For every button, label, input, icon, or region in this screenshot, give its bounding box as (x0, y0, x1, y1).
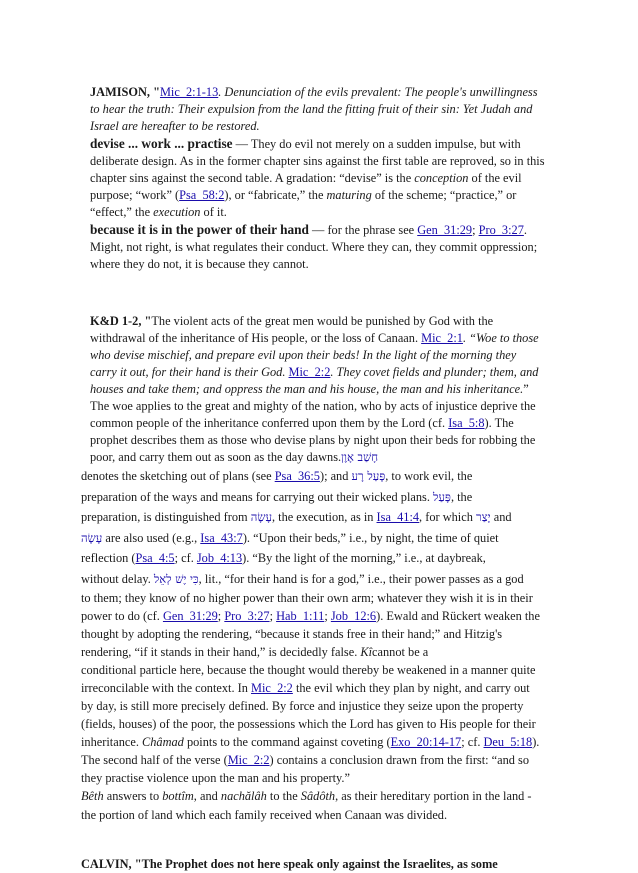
text-italic: execution (153, 205, 201, 219)
text-italic: bottîm (162, 789, 194, 803)
text: ; (472, 223, 479, 237)
text: preparation, is distinguished from (81, 510, 251, 524)
text: , lit., “for their hand is for a god,” i.e., their power passes as a god (198, 571, 524, 586)
ref-job-12-6[interactable]: Job_12:6 (330, 609, 377, 623)
text: , the (450, 489, 473, 504)
ref-gen-31-29[interactable]: Gen_31:29 (417, 223, 473, 237)
text: of it. (200, 205, 227, 219)
ref-exo-20-14-17[interactable]: Exo_20:14-17 (390, 735, 462, 749)
text: ). “By the light of the morning,” i.e., at daybreak, (242, 551, 486, 565)
devise-lead: devise ... work ... practise (90, 136, 233, 151)
jamison-heading: JAMISON, " (90, 85, 160, 99)
hebrew-text: עָשָׂה (250, 510, 272, 524)
text: the evil which they plan by night, and carry out by day, is still more precisely defined. By force and injustice they seize upon the property (fields, houses) of the poor, the possessions which the Lord has given to His people for their inheritance. (81, 681, 536, 749)
ref-psa-58-2[interactable]: Psa_58:2 (179, 188, 225, 202)
ref-mic-2-2-c[interactable]: Mic_2:2 (227, 753, 270, 767)
text: without delay. (81, 571, 154, 586)
text: , and (193, 789, 221, 803)
text: , to work evil, the (385, 469, 473, 483)
calvin-paragraph (81, 856, 545, 873)
ref-isa-41-4[interactable]: Isa_41:4 (376, 510, 420, 524)
ref-psa-4-5[interactable]: Psa_4:5 (135, 551, 175, 565)
hebrew-text: כִּי יֶשׁ לְאֵל (153, 571, 199, 586)
text-italic: nachălâh (220, 789, 267, 803)
text: ). The prophet describes them as those who devise plans by night upon their beds for robbing the poor, and carry them out as soon as the day dawns. (90, 416, 536, 464)
text: are also used (e.g., (102, 530, 201, 545)
kd-line (81, 787, 545, 825)
text: of the evil purpose; “work” ( (90, 171, 522, 202)
text: denotes the sketching out of plans (see (81, 469, 275, 483)
ref-isa-43-7[interactable]: Isa_43:7 (200, 530, 243, 545)
text: ) contains a conclusion drawn from the first: “and so they practise violence upon the man and his property.” (81, 753, 530, 785)
kd-line (81, 507, 545, 528)
text: preparation of the ways and means for carrying out their wicked plans. (81, 489, 434, 504)
text: , the execution, as in (271, 510, 377, 524)
jamison-intro (81, 84, 545, 135)
text: cannot be a (372, 645, 429, 659)
kd-paragraph (81, 313, 545, 466)
ref-gen-31-29-b[interactable]: Gen_31:29 (162, 609, 218, 623)
ref-pro-3-27-b[interactable]: Pro_3:27 (224, 609, 270, 623)
spacer (81, 825, 545, 856)
text: ” The woe applies to the great and mighty of the nation, who by acts of injustice deprive the common people of the inheritance conferred upon them by the Lord (cf. (90, 382, 536, 430)
text: ). “Upon their beds,” i.e., by night, the time of quiet (242, 530, 499, 545)
text: — They do evil not merely on a sudden impulse, but with deliberate design. As in the former chapter sins against the first table are reproved, so in this chapter sins against the second table. A gradation: “devise” is the (90, 137, 545, 185)
text: ; cf. (174, 551, 197, 565)
text: ; cf. (461, 735, 484, 749)
text: reflection ( (81, 551, 136, 565)
kd-heading: K&D 1-2, " (90, 314, 152, 328)
hebrew-text: חָשַׁב אָוֶן (341, 450, 379, 464)
jamison-summary: . Denunciation of the evils prevalent: The people's unwillingness to hear the truth: Their expulsion from the land the fitting fruit of their sin: Yet Judah and Israel are hereafter to be restored. (90, 85, 538, 133)
ref-deu-5-18[interactable]: Deu_5:18 (483, 735, 533, 749)
text: to the (266, 789, 301, 803)
ref-mic-2-2-b[interactable]: Mic_2:2 (251, 681, 293, 695)
ref-hab-1-11[interactable]: Hab_1:11 (276, 609, 325, 623)
text: ). Ewald and Rückert weaken the thought by adopting the rendering, “because it stands free in their hand;” and Hitzig's rendering, “if it stands in their hand,” is decidedly false. (81, 609, 540, 659)
ref-pro-3-27[interactable]: Pro_3:27 (478, 223, 524, 237)
text-italic: Châmad (142, 735, 184, 749)
jamison-power-paragraph (81, 221, 545, 273)
text: ; (269, 609, 277, 623)
kd-line (81, 487, 545, 508)
ref-mic-2-2[interactable]: Mic_2:2 (288, 365, 331, 379)
text-italic: . “Woe to those who devise mischief, and prepare evil upon their beds! In the light of the morning they carry it out, for their hand is their God. (90, 331, 539, 379)
text: to them; they know of no higher power than their own arm; whatever they wish it is in their power to do (cf. (81, 591, 533, 623)
kd-line (81, 466, 545, 487)
text-italic: Kî (360, 645, 373, 659)
kd-line (81, 661, 545, 787)
text-italic: Sâdôth (300, 789, 336, 803)
ref-psa-36-5[interactable]: Psa_36:5 (274, 469, 320, 483)
text: answers to (103, 789, 163, 803)
text: of the scheme; “practice,” or “effect,” the (90, 188, 517, 219)
text: The violent acts of the great men would be punished by God with the withdrawal of the inheritance of His people, or the loss of Canaan. (90, 314, 494, 345)
ref-mic-2-1[interactable]: Mic_2:1 (421, 331, 463, 345)
text: points to the command against coveting ( (183, 735, 391, 749)
kd-line (81, 569, 545, 590)
kd-line (81, 589, 545, 661)
text: conditional particle here, because the thought would thereby be weakened in a manner quite irreconcilable with the context. In (81, 663, 536, 695)
text-italic: . They covet fields and plunder; them, and houses and take them; and oppress the man and his house, the man and his inheritance. (90, 365, 539, 396)
document-page (81, 72, 545, 873)
text: and (490, 510, 512, 524)
text: ); and (319, 469, 352, 483)
text: — for the phrase see (308, 223, 418, 237)
spacer (81, 273, 545, 313)
kd-line (81, 528, 545, 549)
jamison-devise-paragraph (81, 135, 545, 221)
text: ). The second half of the verse ( (81, 735, 540, 767)
hebrew-text: פָּעַל (433, 489, 451, 504)
text-italic: maturing (326, 188, 372, 202)
calvin-heading: CALVIN, "The Prophet does not here speak only against the Israelites, as some (81, 857, 498, 871)
ref-isa-5-8[interactable]: Isa_5:8 (448, 416, 485, 430)
text: , for which (419, 510, 476, 524)
text-italic: conception (414, 171, 469, 185)
kd-line (81, 548, 545, 569)
text: ; (324, 609, 331, 623)
hebrew-text: יָצַר (475, 510, 491, 524)
text: ; (217, 609, 225, 623)
ref-mic-2-1-13[interactable]: Mic_2:1-13 (159, 85, 219, 99)
text: ), or “fabricate,” the (224, 188, 327, 202)
text-italic: Bêth (81, 789, 104, 803)
text: , as their hereditary portion in the land - the portion of land which each family received when Canaan was divided. (81, 789, 532, 822)
hebrew-text: עָשָׂה (81, 530, 103, 545)
text: . Might, not right, is what regulates their conduct. Where they can, they commit oppression; where they do not, it is because they cannot. (90, 223, 538, 271)
hebrew-text: פָּעַל רָע (351, 469, 386, 483)
ref-job-4-13[interactable]: Job_4:13 (196, 551, 243, 565)
power-lead: because it is in the power of their hand (90, 222, 309, 237)
